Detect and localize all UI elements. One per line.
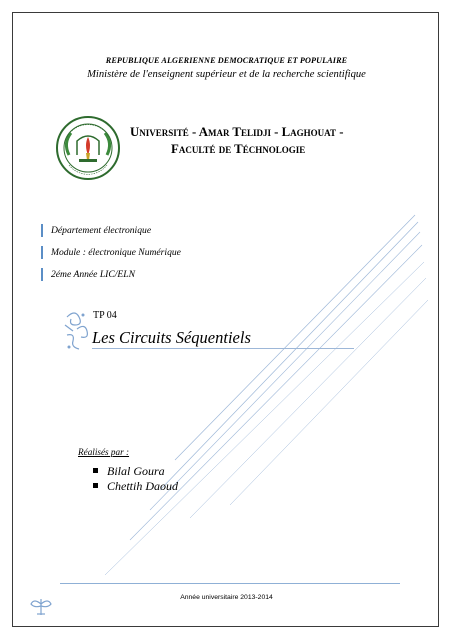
- university-name: Université - Amar Telidji - Laghouat -: [130, 125, 344, 139]
- bullet-icon: [93, 483, 98, 488]
- footer-rule: [60, 583, 400, 584]
- title-underline: [92, 348, 354, 349]
- author-name: Chettih Daoud: [107, 479, 178, 493]
- tp-title: Les Circuits Séquentiels: [92, 328, 251, 347]
- academic-year: Année universitaire 2013-2014: [180, 594, 273, 601]
- author-item: [93, 464, 165, 479]
- tp-number: TP 04: [93, 310, 117, 321]
- author-item: [93, 479, 178, 494]
- authors-heading: Réalisés par :: [78, 447, 130, 457]
- year-class-label: 2éme Année LIC/ELN: [41, 268, 135, 281]
- flourish-ornament-icon: [63, 307, 93, 357]
- ministry-heading: Ministère de l'enseignent supérieur et de la recherche scientifique: [87, 69, 366, 80]
- department-label: Département électronique: [41, 224, 151, 237]
- module-label: Module : électronique Numérique: [41, 246, 181, 259]
- republic-heading: REPUBLIQUE ALGERIENNE DEMOCRATIQUE ET POPULAIRE: [105, 56, 348, 65]
- faculty-name: Faculté de Téchnologie: [171, 142, 306, 156]
- bullet-icon: [93, 468, 98, 473]
- author-name: Bilal Goura: [107, 464, 165, 478]
- bottom-ornament-icon: [28, 596, 54, 618]
